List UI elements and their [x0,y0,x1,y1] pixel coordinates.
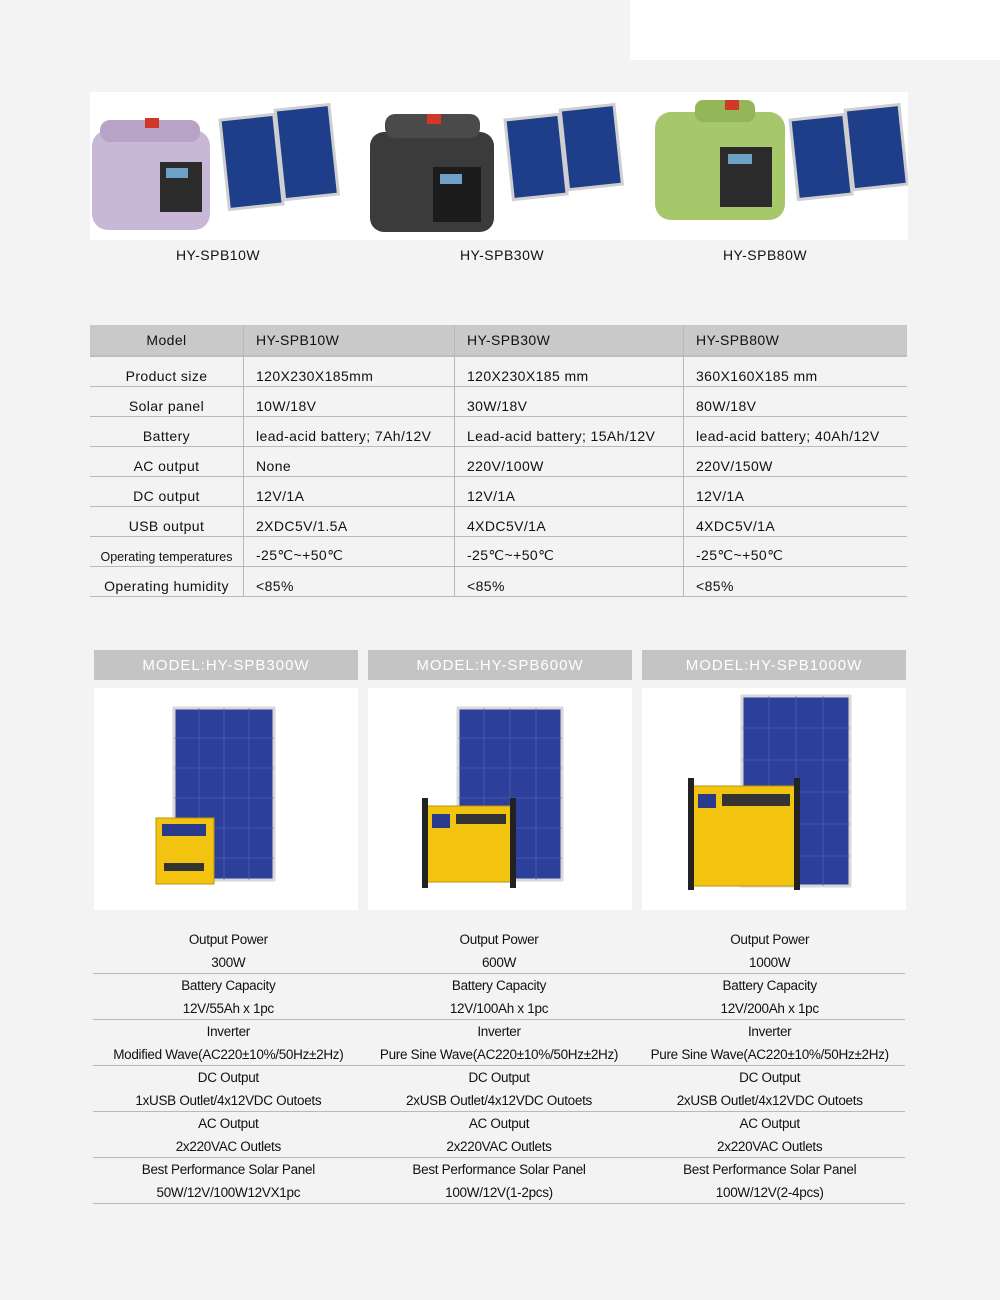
header-cell: HY-SPB30W [455,325,684,356]
table-cell: lead-acid battery; 40Ah/12V [684,417,908,447]
table-row [90,477,907,507]
table-cell: 4XDC5V/1A [684,507,908,537]
table-row [90,447,907,477]
feature-value: 2x220VAC Outlets [717,1139,823,1154]
feature-label: Inverter [206,1024,251,1039]
feature-cell [364,928,635,973]
table-cell: lead-acid battery; 7Ah/12V [244,417,455,447]
row-label: Solar panel [90,387,244,417]
table-cell: 220V/100W [455,447,684,477]
table-row [90,567,907,597]
header-cell: HY-SPB10W [244,325,455,356]
table-cell: <85% [244,567,455,597]
feature-label: Output Power [459,932,539,947]
product-image-strip [90,92,908,240]
feature-value: Modified Wave(AC220±10%/50Hz±2Hz) [113,1047,344,1062]
spec-table [90,325,907,597]
header-cell: Model [90,325,244,356]
feature-cell [634,1066,905,1111]
feature-value: 12V/55Ah x 1pc [182,1001,274,1016]
table-cell: -25℃~+50℃ [684,537,908,567]
table-row [90,356,907,387]
feature-label: Battery Capacity [722,978,817,993]
table-cell: -25℃~+50℃ [244,537,455,567]
feature-cell [634,1020,905,1065]
table-cell: 220V/150W [684,447,908,477]
feature-label: Output Power [188,932,268,947]
model-column-300w [94,650,358,910]
row-label: AC output [90,447,244,477]
row-label: Operating humidity [90,567,244,597]
feature-label: Inverter [477,1024,521,1039]
feature-cell [634,1158,905,1203]
feature-label: DC Output [739,1070,801,1085]
feature-cell [364,1112,635,1157]
feature-row [93,1066,905,1112]
feature-label: Battery Capacity [451,978,547,993]
feature-label: Battery Capacity [181,978,276,993]
model-column-600w [368,650,632,910]
feature-value: 100W/12V(2-4pcs) [715,1185,824,1200]
model-image-600w [368,688,632,910]
product-label-2: HY-SPB30W [459,247,545,263]
table-row [90,507,907,537]
feature-value: 2x220VAC Outlets [175,1139,281,1154]
feature-value: Pure Sine Wave(AC220±10%/50Hz±2Hz) [379,1047,619,1062]
header-cell: HY-SPB80W [684,325,908,356]
feature-row [93,1112,905,1158]
corner-white-box [630,0,1000,60]
feature-row [93,974,905,1020]
feature-label: Best Performance Solar Panel [412,1162,586,1177]
table-cell: <85% [455,567,684,597]
feature-value: 1000W [749,955,791,970]
table-cell: 120X230X185 mm [455,356,684,387]
feature-value: 1xUSB Outlet/4x12VDC Outoets [135,1093,322,1108]
feature-value: Pure Sine Wave(AC220±10%/50Hz±2Hz) [650,1047,889,1062]
table-cell: 2XDC5V/1.5A [244,507,455,537]
model-column-1000w [642,650,906,910]
feature-value: 50W/12V/100W12VX1pc [156,1185,301,1200]
feature-label: DC Output [468,1070,530,1085]
table-cell: 80W/18V [684,387,908,417]
feature-value: 100W/12V(1-2pcs) [445,1185,553,1200]
model-feature-table [93,928,905,1204]
feature-cell [634,974,905,1019]
row-label: USB output [90,507,244,537]
feature-cell [634,928,905,973]
feature-value: 600W [481,955,517,970]
feature-label: AC Output [198,1116,259,1131]
model-title: MODEL:HY-SPB1000W [642,650,906,680]
feature-label: Best Performance Solar Panel [141,1162,315,1177]
table-cell: 12V/1A [244,477,455,507]
product-label-1: HY-SPB10W [175,247,261,263]
row-label: Operating temperatures [90,537,244,567]
feature-label: Inverter [747,1024,792,1039]
feature-value: 12V/100Ah x 1pc [449,1001,549,1016]
feature-label: AC Output [468,1116,530,1131]
model-image-300w [94,688,358,910]
product-image-hy-spb30w [365,92,625,240]
table-cell: 10W/18V [244,387,455,417]
model-title: MODEL:HY-SPB600W [368,650,632,680]
feature-cell [93,1066,364,1111]
table-cell: 360X160X185 mm [684,356,908,387]
feature-cell [93,1020,364,1065]
feature-cell [364,1158,635,1203]
table-cell: Lead-acid battery; 15Ah/12V [455,417,684,447]
feature-cell [93,1158,364,1203]
feature-row [93,1020,905,1066]
feature-row [93,1158,905,1204]
table-cell: 120X230X185mm [244,356,455,387]
table-cell: 30W/18V [455,387,684,417]
feature-cell [93,974,364,1019]
feature-value: 2xUSB Outlet/4x12VDC Outoets [406,1093,592,1108]
feature-cell [364,1066,635,1111]
feature-value: 2x220VAC Outlets [446,1139,552,1154]
feature-label: DC Output [197,1070,259,1085]
table-cell: <85% [684,567,908,597]
feature-value: 12V/200Ah x 1pc [720,1001,819,1016]
feature-cell [364,1020,635,1065]
row-label: Battery [90,417,244,447]
feature-label: Output Power [730,932,810,947]
table-cell: 4XDC5V/1A [455,507,684,537]
product-image-hy-spb80w [650,92,908,240]
model-title: MODEL:HY-SPB300W [94,650,358,680]
row-label: DC output [90,477,244,507]
table-cell: -25℃~+50℃ [455,537,684,567]
table-cell: None [244,447,455,477]
feature-value: 2xUSB Outlet/4x12VDC Outoets [676,1093,863,1108]
spec-table-header [90,325,907,356]
feature-cell [93,1112,364,1157]
table-cell: 12V/1A [684,477,908,507]
feature-value: 300W [211,955,246,970]
feature-row [93,928,905,974]
feature-cell [634,1112,905,1157]
row-label: Product size [90,356,244,387]
feature-label: AC Output [739,1116,800,1131]
table-row [90,537,907,567]
model-image-1000w [642,688,906,910]
product-label-3: HY-SPB80W [722,247,808,263]
feature-cell [93,928,364,973]
product-image-hy-spb10w [90,92,340,240]
table-row [90,417,907,447]
feature-label: Best Performance Solar Panel [683,1162,857,1177]
table-row [90,387,907,417]
table-cell: 12V/1A [455,477,684,507]
feature-cell [364,974,635,1019]
